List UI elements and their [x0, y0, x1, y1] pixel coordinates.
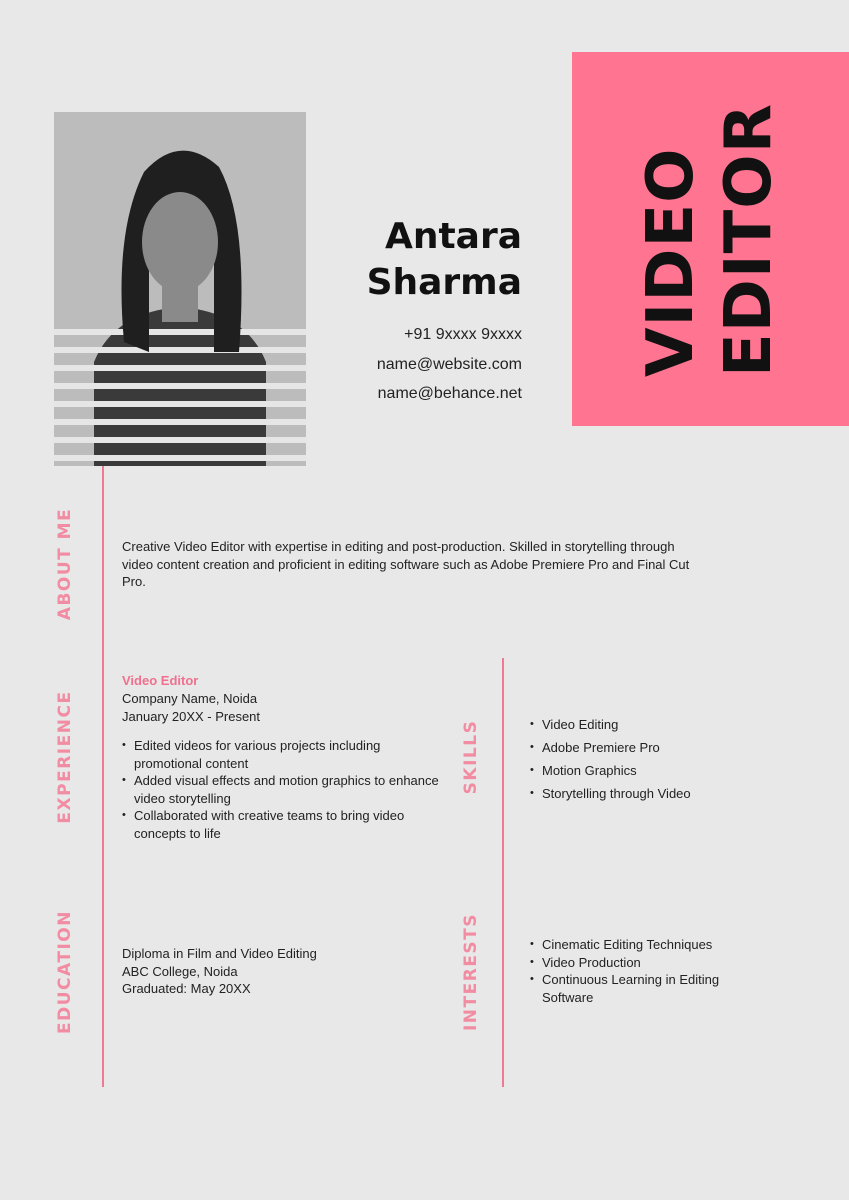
name-last: Sharma — [366, 262, 522, 303]
email-address[interactable]: name@website.com — [376, 355, 522, 373]
list-item: • Continuous Learning in Editing Software — [530, 971, 770, 1006]
section-label-skills: SKILLS — [461, 719, 481, 795]
experience-section — [122, 672, 442, 842]
list-item: • Cinematic Editing Techniques — [530, 936, 770, 954]
contact-info — [367, 320, 522, 409]
list-item: • Collaborated with creative teams to bring video concepts to life — [122, 807, 442, 842]
list-item: • Video Editing — [530, 713, 691, 736]
behance-address[interactable]: name@behance.net — [377, 385, 522, 402]
experience-dates: January 20XX - Present — [122, 709, 261, 724]
job-title-line1: VIDEO — [634, 147, 708, 377]
job-title — [632, 103, 788, 377]
list-item: • Edited videos for various projects including promotional content — [122, 737, 442, 772]
education-degree: Diploma in Film and Video Editing — [122, 946, 317, 961]
experience-role: Video Editor — [122, 673, 199, 688]
skills-section — [530, 713, 691, 805]
education-graduated: Graduated: May 20XX — [122, 981, 251, 996]
list-item: • Storytelling through Video — [530, 782, 691, 805]
education-section — [122, 945, 317, 998]
section-label-interests: INTERESTS — [461, 912, 481, 1032]
name-first: Antara — [384, 216, 522, 257]
job-title-line2: EDITOR — [712, 103, 786, 377]
education-school: ABC College, Noida — [122, 963, 238, 979]
section-label-education: EDUCATION — [55, 910, 75, 1034]
section-label-about: ABOUT ME — [55, 507, 75, 621]
left-divider — [102, 466, 104, 1087]
list-item: • Motion Graphics — [530, 759, 691, 782]
list-item: • Adobe Premiere Pro — [530, 736, 691, 759]
profile-photo — [54, 112, 306, 466]
experience-company: Company Name, Noida — [122, 691, 258, 706]
list-item: • Added visual effects and motion graphics to enhance video storytelling — [122, 772, 442, 807]
interests-section — [530, 936, 770, 1006]
section-label-experience: EXPERIENCE — [55, 690, 75, 824]
name-contact-block — [367, 214, 522, 409]
experience-bullets — [122, 737, 442, 842]
list-item: • Video Production — [530, 954, 770, 972]
right-divider — [502, 658, 504, 1087]
phone-number: +91 9xxxx 9xxxx — [404, 326, 522, 343]
about-text: Creative Video Editor with expertise in editing and post-production. Skilled in storytelling through video content creation and proficient in editing software such as Adobe Premiere Pro and Final Cut Pro. — [122, 539, 690, 589]
